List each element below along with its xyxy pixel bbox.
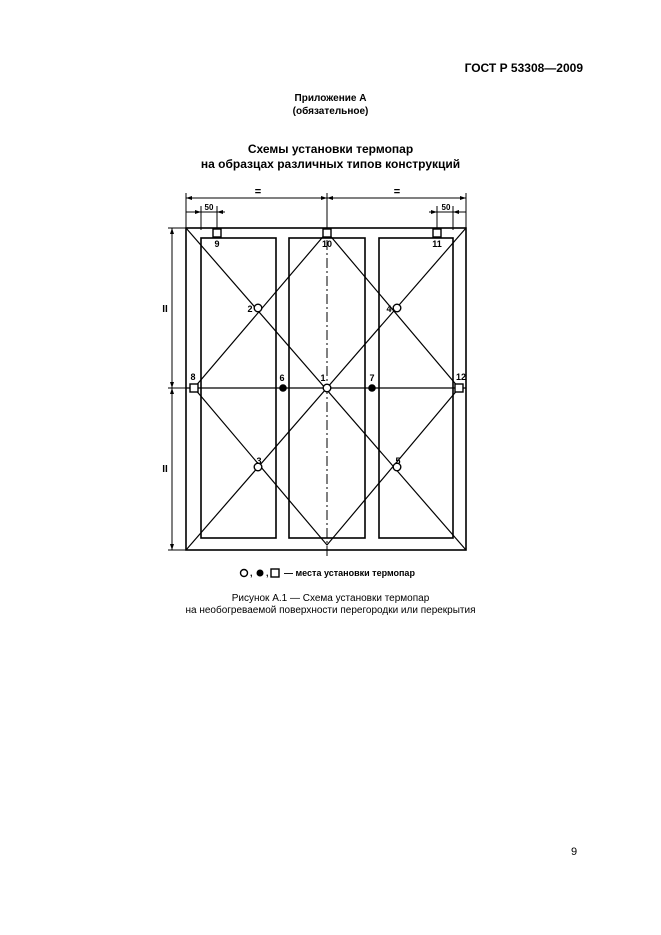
point-label-9: 9 [214,239,220,249]
legend-square-open-icon [271,569,279,577]
point-label-2: 2 [247,304,253,314]
legend-separator: , [250,568,253,578]
dim-50-right: 50 [441,203,451,212]
point-label-7: 7 [369,373,375,383]
point-label-6: 6 [279,373,285,383]
legend [241,568,416,578]
arrow-mark [453,210,459,214]
point-marker-9 [213,229,221,237]
section-title-line1: Схемы установки термопар [247,142,414,156]
point-marker-11 [433,229,441,237]
dim-equal-right: = [393,186,401,198]
appendix-label: Приложение А [294,93,367,104]
point-marker-6 [279,384,287,392]
point-marker-2 [254,304,262,312]
point-marker-1 [323,384,331,392]
point-marker-7 [368,384,376,392]
arrow-mark [217,210,223,214]
standard-number: ГОСТ Р 53308—2009 [464,61,583,75]
appendix-status: (обязательное) [292,106,369,117]
arrow-mark [195,210,201,214]
point-marker-12 [455,384,463,392]
dim-parallel-upper: II [162,304,168,315]
dim-50-left: 50 [204,203,214,212]
legend-separator: , [266,568,269,578]
legend-circle-filled-icon [257,570,264,577]
arrow-mark [431,210,437,214]
dim-parallel-lower: II [162,464,168,475]
point-marker-8 [190,384,198,392]
point-label-3: 3 [256,456,262,466]
dim-equal-left: = [254,186,262,198]
figure-caption-line2: на необогреваемой поверхности перегородки или перекрытия [185,605,476,616]
arrow-mark [170,228,174,234]
point-label-8: 8 [190,372,196,382]
point-label-12: 12 [455,372,467,382]
point-label-10: 10 [321,239,333,249]
point-marker-4 [393,304,401,312]
legend-circle-open-icon [241,570,248,577]
arrow-mark [460,196,466,200]
arrow-mark [170,388,174,394]
point-label-4: 4 [386,304,392,314]
page-number: 9 [571,846,578,858]
arrow-mark [327,196,333,200]
point-label-5: 5 [395,456,401,466]
arrow-mark [170,544,174,550]
point-label-11: 11 [432,239,442,249]
arrow-mark [186,196,192,200]
section-title-line2: на образцах различных типов конструкций [200,157,461,171]
legend-text: — места установки термопар [284,568,415,578]
point-label-1: 1 [320,373,326,383]
arrow-mark [321,196,327,200]
point-marker-10 [323,229,331,237]
figure-caption-line1: Рисунок А.1 — Схема установки термопар [231,593,430,604]
arrow-mark [170,382,174,388]
